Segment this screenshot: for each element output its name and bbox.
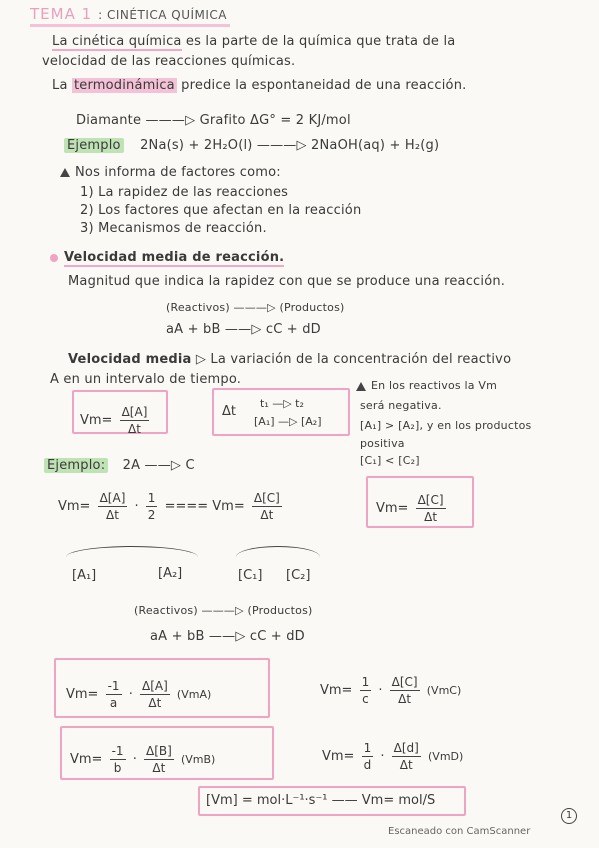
vmD-coef (362, 740, 374, 773)
ejemplo2-label: Ejemplo: (44, 458, 108, 473)
vmB-num: Δ[B] (145, 744, 172, 758)
general-equation-2: aA + bB ——▷ cC + dD (150, 629, 305, 644)
vm-c-box (366, 476, 474, 528)
vm-fraction (120, 404, 150, 437)
bullet-dot-icon (50, 254, 58, 262)
ejemplo2-fraction-a (98, 490, 128, 523)
ejemplo2-den-c: Δt (260, 508, 274, 522)
reactivos-productos-1: (Reactivos) ———▷ (Productos) (166, 301, 345, 314)
vmB-coef (110, 743, 126, 776)
warning-triangle-icon (60, 168, 70, 177)
vmC-coef-den: c (362, 692, 369, 706)
ejemplo2-vm-lhs: Vm= (58, 499, 91, 514)
scanner-footer: Escaneado con CamScanner (388, 826, 531, 837)
vmA-tag: (VmA) (176, 688, 212, 701)
units-box (198, 786, 466, 816)
intro-line-2: velocidad de las reacciones químicas. (42, 54, 296, 69)
section-definition: Magnitud que indica la rapidez con que se produce una reacción. (68, 274, 506, 289)
vmA-coef-den: a (109, 696, 118, 710)
vmB-lhs: Vm= (70, 752, 103, 767)
vmA-den: Δt (148, 696, 162, 710)
cinetica-line1-rest: es la parte de la química que trata de la (181, 34, 456, 49)
brace-reactivos (66, 546, 198, 557)
cinetica-term: La cinética química (52, 34, 182, 49)
vm-numerator: Δ[A] (121, 405, 148, 419)
conc-C2: [C₂] (286, 568, 311, 583)
vmC-coef (360, 674, 372, 707)
brace-productos (236, 546, 320, 557)
vm-definition-1 (68, 352, 511, 368)
vmB-den: Δt (152, 761, 166, 775)
ejemplo2-num-c: Δ[C] (253, 491, 280, 505)
t-range: t₁ —▷ t₂ (260, 397, 304, 410)
title-underline (30, 24, 230, 27)
vmC-formula (320, 674, 461, 707)
vm-definition-rest: ▷ La variación de la concentración del reactivo (191, 352, 512, 367)
dt-label: Δt (222, 404, 236, 419)
vmA-box (54, 658, 270, 718)
ejemplo2-num-a: Δ[A] (99, 491, 126, 505)
delta-t-box (212, 388, 350, 436)
general-equation-1: aA + bB ——▷ cC + dD (166, 322, 321, 337)
vmD-den: Δt (399, 758, 413, 772)
vmB-formula (70, 743, 215, 776)
vmC-frac (390, 674, 420, 707)
ejemplo2-half (146, 490, 158, 523)
title-text: TEMA 1 (30, 5, 93, 23)
vmD-tag: (VmD) (428, 750, 464, 763)
vmC-coef-num: 1 (361, 675, 370, 689)
vmA-coef-num: -1 (107, 679, 120, 693)
vmC-tag: (VmC) (426, 684, 462, 697)
vmA-coef (106, 678, 122, 711)
note-line-3: [A₁] > [A₂], y en los productos (360, 419, 532, 432)
vmA-num: Δ[A] (141, 679, 168, 693)
vmA-formula (66, 678, 211, 711)
ejemplo2-fraction-c (252, 490, 282, 523)
conc-A1: [A₁] (72, 568, 97, 583)
ejemplo2-half-den: 2 (147, 508, 156, 522)
vm-c-fraction (416, 492, 446, 525)
vm-formula-box (72, 390, 168, 434)
vmB-coef-num: -1 (111, 744, 124, 758)
units-text: [Vm] = mol·L⁻¹·s⁻¹ —— Vm= mol/S (206, 793, 436, 808)
note-line-1: En los reactivos la Vm (371, 379, 498, 392)
factors-intro-text: Nos informa de factores como: (75, 165, 281, 180)
vmB-tag: (VmB) (180, 753, 216, 766)
ejemplo2-den-a: Δt (106, 508, 119, 522)
ejemplo2-reaction: 2A ——▷ C (122, 458, 195, 473)
conc-A2: [A₂] (158, 566, 183, 581)
note-line-5: [C₁] < [C₂] (360, 454, 420, 467)
vm-lhs: Vm= (80, 413, 113, 428)
factor-item: 3) Mecanismos de reacción. (80, 221, 267, 236)
vm-formula (80, 404, 152, 437)
vmB-box (60, 726, 274, 780)
vmC-den: Δt (398, 692, 412, 706)
termo-rest: predice la espontaneidad de una reacción. (176, 78, 467, 93)
warning-triangle-icon (356, 382, 366, 391)
vmD-num: Δ[d] (393, 741, 419, 755)
termo-line (52, 78, 466, 94)
diamante-line: Diamante ———▷ Grafito ΔG° = 2 KJ/mol (76, 113, 351, 128)
vmD-frac (392, 740, 421, 773)
vm-c-den: Δt (424, 510, 438, 524)
vmD-formula (322, 740, 463, 773)
ejemplo2-line (44, 458, 195, 474)
section-heading-text: Velocidad media de reacción. (64, 250, 285, 265)
termo-term: termodinámica (73, 78, 175, 93)
ejemplo2-equation (58, 490, 285, 523)
factor-item: 2) Los factores que afectan en la reacción (80, 203, 362, 218)
page-title (30, 6, 227, 23)
conc-C1: [C₁] (238, 568, 263, 583)
ejemplo2-equals: ==== Vm= (164, 499, 245, 514)
vmD-lhs: Vm= (322, 749, 355, 764)
vmD-coef-den: d (363, 758, 372, 772)
reactivos-productos-2: (Reactivos) ———▷ (Productos) (134, 604, 313, 617)
note-line (356, 378, 497, 394)
vm-c-lhs: Vm= (376, 501, 409, 516)
multiply-dot: · (378, 683, 383, 698)
vm-definition-2: A en un intervalo de tiempo. (50, 372, 242, 387)
conc-range: [A₁] —▷ [A₂] (254, 415, 322, 428)
vm-denominator: Δt (128, 422, 141, 436)
factor-item: 1) La rapidez de las reacciones (80, 185, 289, 200)
ejemplo2-half-num: 1 (147, 491, 156, 505)
vm-c-num: Δ[C] (417, 493, 444, 507)
vmB-coef-den: b (113, 761, 122, 775)
vmC-num: Δ[C] (391, 675, 418, 689)
multiply-dot: · (134, 499, 139, 514)
ejemplo-reaction: 2Na(s) + 2H₂O(l) ———▷ 2NaOH(aq) + H₂(g) (140, 138, 440, 153)
vmA-frac (140, 678, 170, 711)
note-line-4: positiva (360, 437, 405, 450)
vmA-lhs: Vm= (66, 687, 99, 702)
factors-intro (60, 165, 281, 181)
section-heading (50, 250, 284, 266)
ejemplo-line (64, 138, 439, 154)
vmB-frac (144, 743, 174, 776)
note-line-2: será negativa. (360, 399, 442, 412)
page-number: 1 (561, 808, 577, 824)
vmC-lhs: Vm= (320, 683, 353, 698)
vm-c-formula (376, 492, 449, 525)
title-subtitle: : CINÉTICA QUÍMICA (98, 8, 228, 22)
intro-line-1 (52, 34, 455, 50)
vm-definition-bold: Velocidad media (68, 352, 192, 367)
multiply-dot: · (380, 749, 385, 764)
vmD-coef-num: 1 (363, 741, 372, 755)
termo-prefix: La (52, 78, 72, 93)
multiply-dot: · (132, 752, 137, 767)
multiply-dot: · (128, 687, 133, 702)
ejemplo-label: Ejemplo (64, 138, 124, 153)
